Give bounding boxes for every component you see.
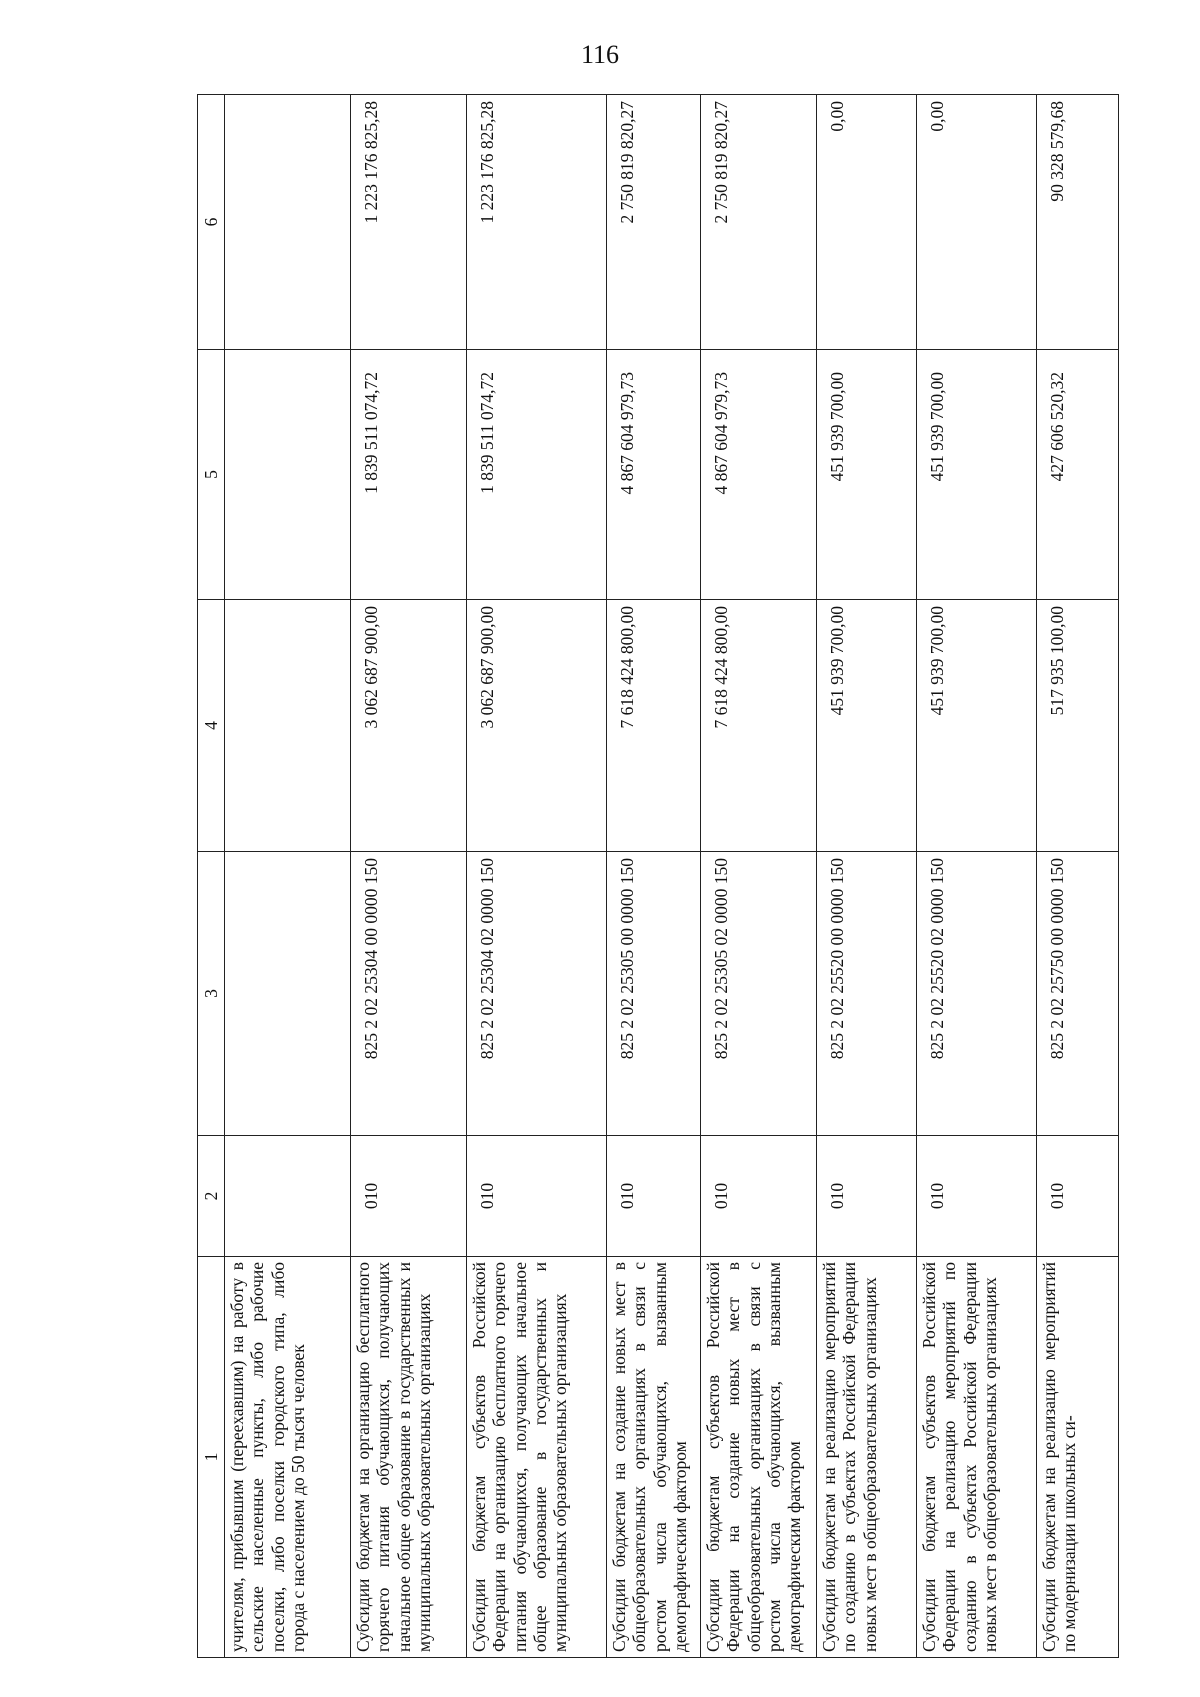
row-kbk: 825 2 02 25304 00 0000 150 bbox=[351, 852, 467, 1136]
table-row bbox=[607, 95, 701, 1658]
rotated-table-area bbox=[197, 95, 1119, 1658]
row-description: Субсидии бюджетам на организацию бесплатного горячего питания обучающихся, получающих начальное общее образование в государственных и муниципальных образовательных организациях bbox=[351, 1257, 467, 1658]
col-header-1: 1 bbox=[198, 1257, 225, 1658]
col-header-5: 5 bbox=[198, 350, 225, 600]
row-code: 010 bbox=[917, 1136, 1037, 1257]
row-kbk bbox=[225, 852, 351, 1136]
row-description: Субсидии бюджетам на реализацию мероприятий по созданию в субъектах Российской Федерации новых мест в общеобразовательных организациях bbox=[817, 1257, 917, 1658]
row-value-4: 3 062 687 900,00 bbox=[351, 600, 467, 852]
row-value-6 bbox=[225, 95, 351, 350]
row-value-4: 451 939 700,00 bbox=[917, 600, 1037, 852]
row-value-6: 2 750 819 820,27 bbox=[701, 95, 817, 350]
row-kbk: 825 2 02 25305 00 0000 150 bbox=[607, 852, 701, 1136]
row-description: Субсидии бюджетам на создание новых мест в общеобразовательных организациях в связи с ростом числа обучающихся, вызванным демографическим фактором bbox=[607, 1257, 701, 1658]
row-value-4: 7 618 424 800,00 bbox=[607, 600, 701, 852]
table-row bbox=[701, 95, 817, 1658]
row-value-5: 451 939 700,00 bbox=[917, 350, 1037, 600]
row-value-4: 7 618 424 800,00 bbox=[701, 600, 817, 852]
row-kbk: 825 2 02 25305 02 0000 150 bbox=[701, 852, 817, 1136]
col-header-2: 2 bbox=[198, 1136, 225, 1257]
row-code: 010 bbox=[817, 1136, 917, 1257]
row-kbk: 825 2 02 25520 00 0000 150 bbox=[817, 852, 917, 1136]
row-value-4: 451 939 700,00 bbox=[817, 600, 917, 852]
table-rotator bbox=[197, 95, 1119, 1658]
row-value-6: 0,00 bbox=[817, 95, 917, 350]
row-value-6: 0,00 bbox=[917, 95, 1037, 350]
budget-table bbox=[197, 94, 1119, 1658]
row-value-5: 427 606 520,32 bbox=[1037, 350, 1119, 600]
row-code: 010 bbox=[467, 1136, 607, 1257]
row-value-6: 2 750 819 820,27 bbox=[607, 95, 701, 350]
col-header-4: 4 bbox=[198, 600, 225, 852]
row-value-5: 1 839 511 074,72 bbox=[351, 350, 467, 600]
table-row bbox=[351, 95, 467, 1658]
row-kbk: 825 2 02 25520 02 0000 150 bbox=[917, 852, 1037, 1136]
row-value-4: 517 935 100,00 bbox=[1037, 600, 1119, 852]
row-description: Субсидии бюджетам субъектов Российской Федерации на организацию бесплатного горячего питания обучающихся, получающих начальное общее образование в государственных и муниципальных образовательных организациях bbox=[467, 1257, 607, 1658]
row-value-6: 90 328 579,68 bbox=[1037, 95, 1119, 350]
col-header-3: 3 bbox=[198, 852, 225, 1136]
table-row bbox=[225, 95, 351, 1658]
row-code: 010 bbox=[1037, 1136, 1119, 1257]
row-value-5: 1 839 511 074,72 bbox=[467, 350, 607, 600]
row-value-6: 1 223 176 825,28 bbox=[351, 95, 467, 350]
row-code: 010 bbox=[607, 1136, 701, 1257]
col-header-6: 6 bbox=[198, 95, 225, 350]
row-code: 010 bbox=[701, 1136, 817, 1257]
table-row bbox=[1037, 95, 1119, 1658]
row-value-5: 4 867 604 979,73 bbox=[701, 350, 817, 600]
row-value-6: 1 223 176 825,28 bbox=[467, 95, 607, 350]
row-code bbox=[225, 1136, 351, 1257]
row-value-5: 451 939 700,00 bbox=[817, 350, 917, 600]
table-row bbox=[917, 95, 1037, 1658]
row-kbk: 825 2 02 25304 02 0000 150 bbox=[467, 852, 607, 1136]
row-description: Субсидии бюджетам субъектов Российской Федерации на создание новых мест в общеобразовательных организациях в связи с ростом числа обучающихся, вызванным демографическим фактором bbox=[701, 1257, 817, 1658]
table-row bbox=[467, 95, 607, 1658]
row-value-5: 4 867 604 979,73 bbox=[607, 350, 701, 600]
header-row bbox=[198, 95, 225, 1658]
row-value-5 bbox=[225, 350, 351, 600]
table-row bbox=[817, 95, 917, 1658]
row-value-4 bbox=[225, 600, 351, 852]
row-value-4: 3 062 687 900,00 bbox=[467, 600, 607, 852]
page-number: 116 bbox=[580, 40, 620, 69]
row-description: учителям, прибывшим (переехавшим) на работу в сельские населенные пункты, либо рабочие поселки, либо поселки городского типа, либо города с населением до 50 тысяч человек bbox=[225, 1257, 351, 1658]
row-description: Субсидии бюджетам на реализацию мероприятий по модернизации школьных си- bbox=[1037, 1257, 1119, 1658]
row-description: Субсидии бюджетам субъектов Российской Федерации на реализацию мероприятий по созданию в субъектах Российской Федерации новых мест в общеобразовательных организациях bbox=[917, 1257, 1037, 1658]
row-code: 010 bbox=[351, 1136, 467, 1257]
row-kbk: 825 2 02 25750 00 0000 150 bbox=[1037, 852, 1119, 1136]
